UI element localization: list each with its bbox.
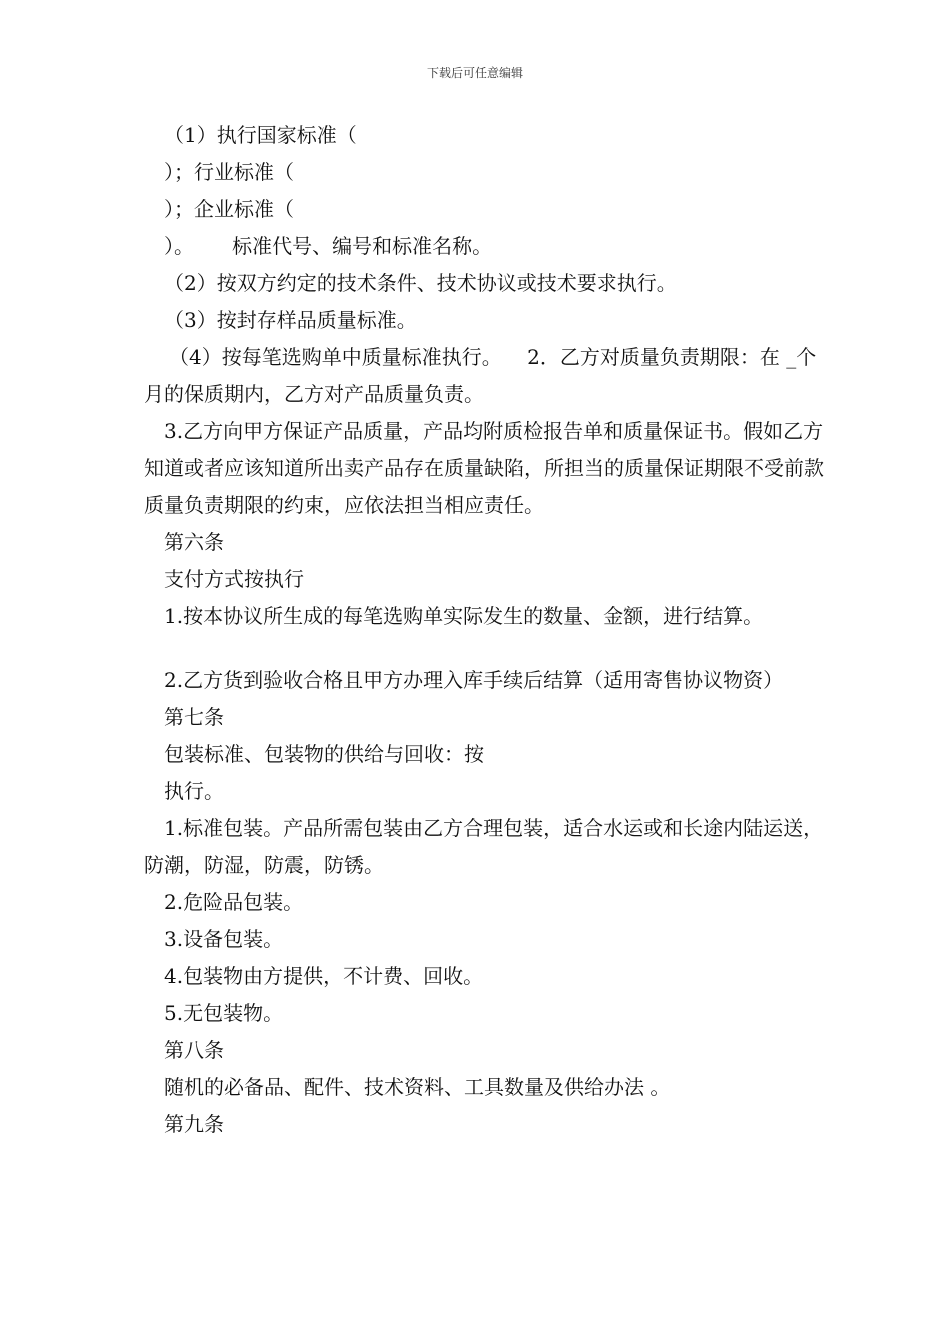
- clause-line: （2）按双方约定的技术条件、技术协议或技术要求执行。: [164, 271, 677, 295]
- clause-paragraph: （4）按每笔选购单中质量标准执行。 2．乙方对质量负责期限：在 _个月的保质期内，乙方对产品质量负责。: [144, 345, 817, 406]
- article-heading: 第九条: [164, 1112, 224, 1136]
- clause-line: 3.设备包装。: [164, 927, 284, 951]
- clause-paragraph: 1.标准包装。产品所需包装由乙方合理包装，适合水运或和长途内陆运送，防潮，防湿，防震，防锈。: [144, 816, 824, 877]
- clause-line: ）；行业标准（: [164, 160, 294, 184]
- clause-line: 执行。: [164, 779, 224, 803]
- clause-line: 随机的必备品、配件、技术资料、工具数量及供给办法 。: [164, 1075, 671, 1099]
- clause-line: ）；企业标准（: [164, 197, 294, 221]
- clause-line: （3）按封存样品质量标准。: [164, 308, 417, 332]
- clause-line: 1.按本协议所生成的每笔选购单实际发生的数量、金额，进行结算。: [164, 604, 764, 628]
- clause-paragraph: 2.乙方货到验收合格且甲方办理入库手续后结算（适用寄售协议物资）: [164, 668, 784, 692]
- clause-line: 4.包装物由方提供，不计费、回收。: [164, 964, 484, 988]
- clause-paragraph: 3.乙方向甲方保证产品质量，产品均附质检报告单和质量保证书。假如乙方知道或者应该知道所出卖产品存在质量缺陷，所担当的质量保证期限不受前款质量负责期限的约束，应依法担当相应责任。: [144, 419, 824, 517]
- article-heading: 第七条: [164, 705, 224, 729]
- page-header: 下载后可任意编辑: [426, 66, 523, 80]
- clause-line: （1）执行国家标准（: [164, 123, 357, 147]
- clause-line: 5.无包装物。: [164, 1001, 284, 1025]
- clause-line: ）。 标准代号、编号和标准名称。: [164, 234, 493, 258]
- article-heading: 第六条: [164, 530, 224, 554]
- clause-line: 2.危险品包装。: [164, 890, 304, 914]
- clause-line: 支付方式按执行: [164, 567, 304, 591]
- clause-line: 包装标准、包装物的供给与回收：按: [164, 742, 484, 766]
- article-heading: 第八条: [164, 1038, 224, 1062]
- document-body: [144, 117, 834, 1143]
